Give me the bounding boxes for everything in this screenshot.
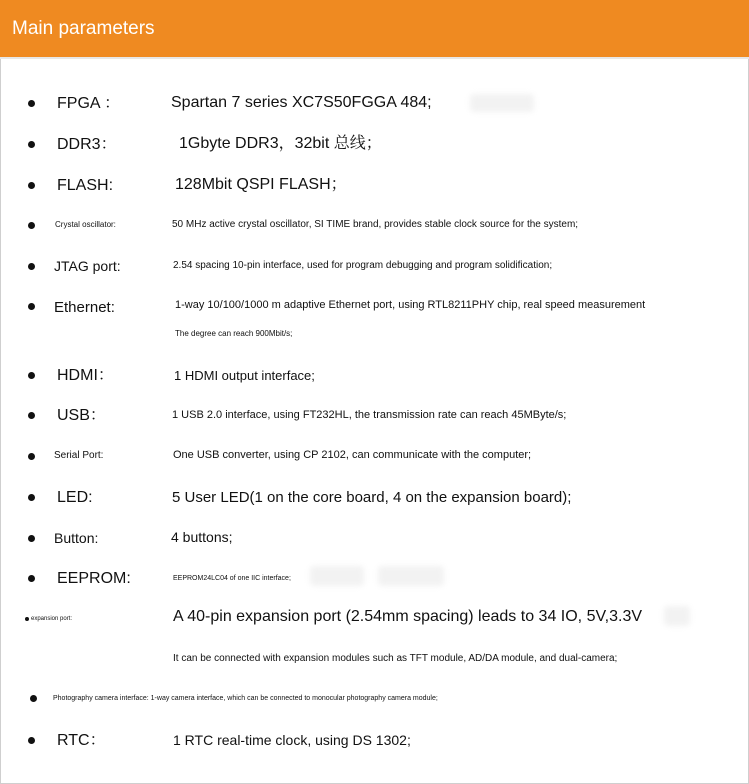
page-title: Main parameters: [12, 18, 155, 39]
bullet-icon: [25, 617, 29, 621]
bullet-icon: [28, 303, 35, 310]
background-smudge: [378, 566, 444, 586]
header-bar: [0, 0, 749, 57]
param-value: A 40-pin expansion port (2.54mm spacing) leads to 34 IO, 5V,3.3V: [173, 608, 643, 625]
param-label: FLASH:: [57, 177, 114, 194]
param-label: HDMI：: [57, 367, 114, 384]
param-label: Crystal oscillator:: [55, 220, 116, 229]
bullet-icon: [28, 263, 35, 270]
param-value: 2.54 spacing 10-pin interface, used for program debugging and program solidification;: [173, 260, 553, 271]
param-label: EEPROM:: [57, 570, 131, 587]
param-label: RTC：: [57, 732, 106, 749]
bullet-icon: [28, 737, 35, 744]
param-label: Photography camera interface: 1-way camera interface, which can be connected to monocular photography camera module;: [53, 695, 438, 702]
header-divider: [0, 57, 749, 59]
bullet-icon: [28, 453, 35, 460]
bullet-icon: [28, 182, 35, 189]
bullet-icon: [30, 695, 37, 702]
param-value-continued: It can be connected with expansion modules such as TFT module, AD/DA module, and dual-camera;: [173, 653, 618, 664]
param-value: 1 HDMI output interface;: [174, 368, 315, 383]
bullet-icon: [28, 535, 35, 542]
param-label: Button:: [54, 530, 99, 546]
bullet-icon: [28, 372, 35, 379]
bullet-icon: [28, 575, 35, 582]
param-value: 128Mbit QSPI FLASH；: [175, 176, 347, 193]
background-smudge: [470, 94, 534, 112]
param-value: 5 User LED(1 on the core board, 4 on the expansion board);: [172, 489, 572, 506]
bullet-icon: [28, 412, 35, 419]
background-smudge: [664, 606, 690, 626]
param-label: USB：: [57, 407, 106, 424]
bullet-icon: [28, 222, 35, 229]
bullet-icon: [28, 494, 35, 501]
param-value: Spartan 7 series XC7S50FGGA 484;: [171, 94, 432, 111]
param-label: DDR3：: [57, 136, 117, 153]
param-label: JTAG port:: [54, 258, 121, 274]
param-label: Serial Port:: [54, 450, 104, 461]
bullet-icon: [28, 141, 35, 148]
param-value-continued: The degree can reach 900Mbit/s;: [175, 329, 293, 338]
param-label: expansion port:: [31, 616, 73, 622]
param-value: 4 buttons;: [171, 529, 233, 545]
param-label: Ethernet:: [54, 299, 115, 316]
param-label: LED:: [57, 489, 93, 506]
bullet-icon: [28, 100, 35, 107]
param-value: 1Gbyte DDR3，32bit 总线；: [179, 135, 382, 152]
param-value: 1-way 10/100/1000 m adaptive Ethernet port, using RTL8211PHY chip, real speed measurement: [175, 299, 646, 311]
param-value: 50 MHz active crystal oscillator, SI TIME brand, provides stable clock source for the system;: [172, 219, 579, 230]
param-label: FPGA ：: [57, 95, 121, 112]
param-value: 1 RTC real-time clock, using DS 1302;: [173, 732, 411, 748]
background-smudge: [310, 566, 364, 586]
param-value: 1 USB 2.0 interface, using FT232HL, the transmission rate can reach 45MByte/s;: [172, 409, 567, 421]
param-value: EEPROM24LC04 of one IIC interface;: [173, 575, 291, 582]
param-value: One USB converter, using CP 2102, can communicate with the computer;: [173, 449, 532, 461]
